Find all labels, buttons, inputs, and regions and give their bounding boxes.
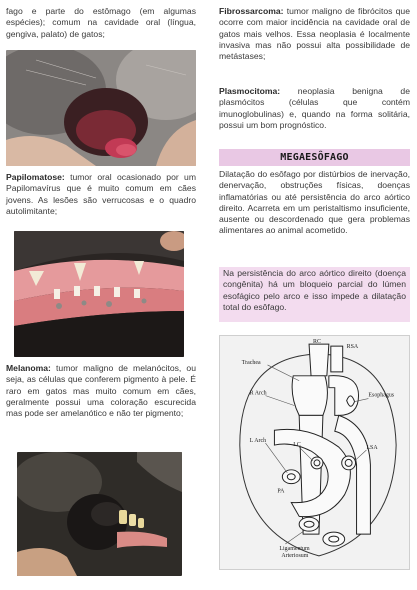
highlight-text: Na persistência do arco aórtico direito (doença congênita) há um bloqueio parcial do lúmen esofágico pelo arco e isso impede a dilatação total do esôfago. xyxy=(223,268,406,312)
label-arteriosum: Arteriosum xyxy=(281,552,309,559)
fibrossarcoma-paragraph xyxy=(219,6,410,62)
aortic-arch-diagram xyxy=(219,335,410,570)
papilomatose-term: Papilomatose: xyxy=(6,172,65,182)
label-trachea: Trachea xyxy=(241,359,261,366)
fibrossarcoma-term: Fibrossarcoma: xyxy=(219,6,284,16)
melanoma-term: Melanoma: xyxy=(6,363,51,373)
label-rc: RC xyxy=(313,339,321,346)
label-l-arch: L Arch xyxy=(249,438,267,445)
photo-melanoma-dog-mouth xyxy=(17,452,182,576)
label-r-arch: R Arch xyxy=(249,390,267,397)
melanoma-paragraph xyxy=(6,363,196,419)
label-rsa: RSA xyxy=(346,344,359,351)
photo-fibrosarcoma-cat-mouth xyxy=(6,50,196,166)
label-lsa: LSA xyxy=(366,445,378,452)
label-esophagus: Esophagus xyxy=(368,392,395,399)
papilomatose-paragraph xyxy=(6,172,196,217)
highlight-box xyxy=(219,267,410,322)
plasmocitoma-text: neoplasia benigna de plasmócitos (células que contém imunoglobulinas) e, quando na forma solitária, possui um bom prognóstico. xyxy=(219,86,410,130)
plasmocitoma-paragraph xyxy=(219,86,410,131)
fibrossarcoma-text: tumor maligno de fibrócitos que ocorre com maior incidência na cavidade oral de gatos mais velhos. Essa neoplasia é localmente invasiva mas não possui alta possibilidade de metástases; xyxy=(219,6,410,62)
label-pa: PA xyxy=(277,488,285,495)
megaesofago-heading: MEGAESÔFAGO xyxy=(219,149,410,166)
megaesofago-paragraph: Dilatação do esôfago por distúrbios de inervação, denervação, obstruções físicas, doenças inflamatórias ou até persistência do arco aórtico direito. Acarreta em um peristaltismo insuficiente, ausente ou descordenado que gera problemas alimentares ao animal acometido. xyxy=(219,169,410,236)
melanoma-text: tumor maligno de melanócitos, ou seja, as células que conferem pigmento à pele. É raro em gatos mas muito comum em cães, geralmente possui uma coloração escurecida mas pode ser amelanótico e não ter pigmento; xyxy=(6,363,196,419)
label-lc: LC xyxy=(293,442,301,449)
photo-papillomatosis-dog-mouth xyxy=(14,231,184,357)
papilomatose-text: tumor oral ocasionado por um Papilomavírus que é muito comum em cães jovens. As lesões são verrucosas e o quadro autolimitante; xyxy=(6,172,196,216)
label-ligamentum: Ligamentum xyxy=(279,545,310,552)
intro-paragraph: fago e parte do estômago (em algumas espécies); comum na cavidade oral (língua, gengiva, palato) de gatos; xyxy=(6,6,196,39)
plasmocitoma-term: Plasmocitoma: xyxy=(219,86,281,96)
